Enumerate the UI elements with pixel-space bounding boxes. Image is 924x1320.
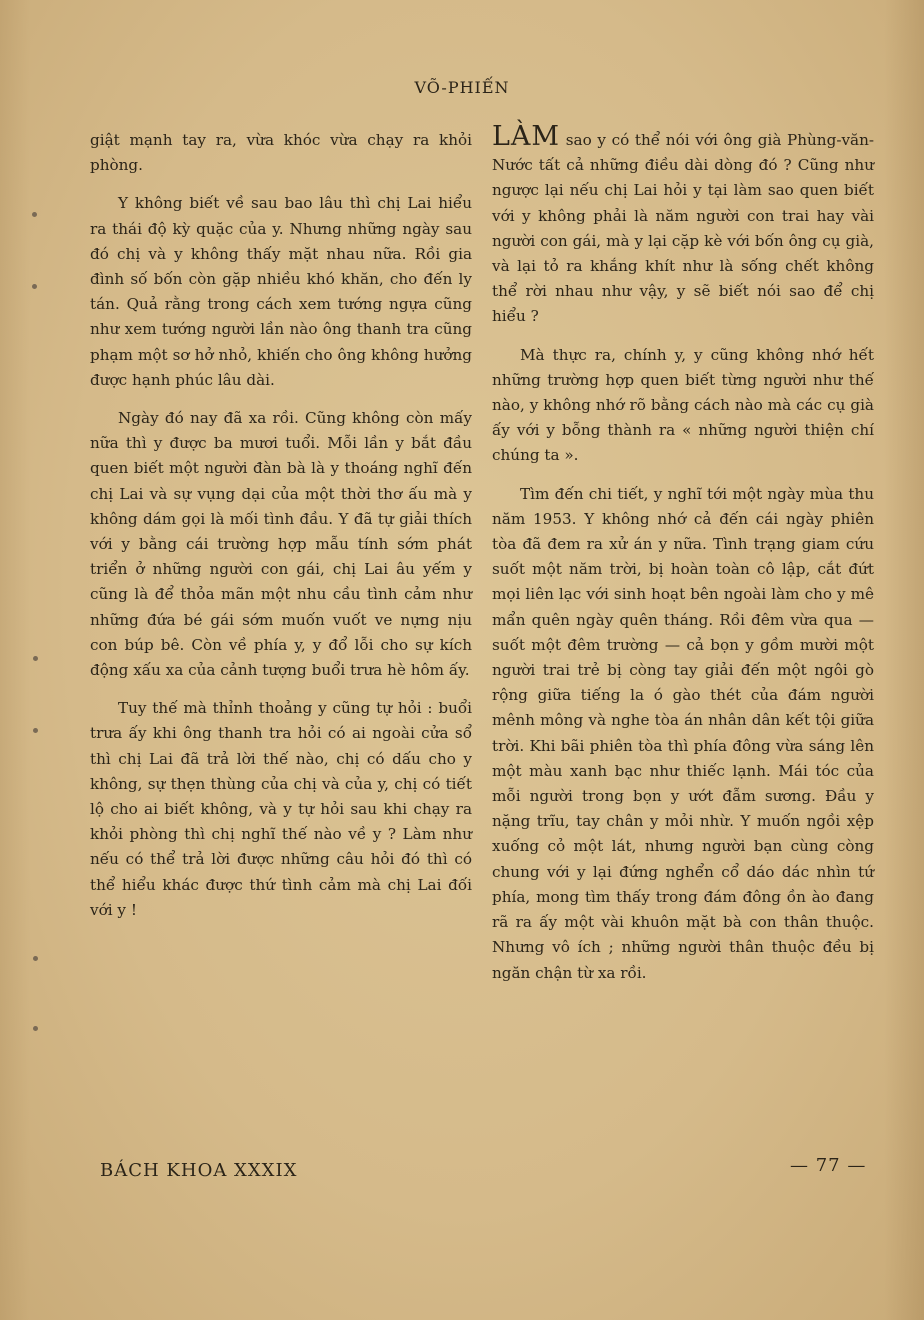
paragraph: Y không biết về sau bao lâu thì chị Lai hiểu ra thái độ kỳ quặc của y. Nhưng những ngày sau đó chị và y không thấy mặt nhau nữa. Rồi gia đình số bốn còn gặp nhiều khó khăn, cho đến ly tán. Quả rằng trong cách xem tướng ngựa cũng như xem tướng người lần nào ông thanh tra cũng phạm một sơ hở nhỏ, khiến cho ông không hưởng được hạnh phúc lâu dài. [90,194,472,389]
drop-cap: LÀM [492,121,561,152]
paper-edge-right [884,0,924,1320]
opening-paragraph [492,121,874,330]
paragraph: Mà thực ra, chính y, y cũng không nhớ hết những trường hợp quen biết từng người như thế nào, y không nhớ rõ bằng cách nào mà các cụ già ấy với y bỗng thành ra « những người thiện chí chúng ta ». [492,345,874,465]
paper-speck [32,212,37,217]
paper-speck [33,1026,38,1031]
paragraph: Tuy thế mà thỉnh thoảng y cũng tự hỏi : buổi trưa ấy khi ông thanh tra hỏi có ai ngoài cửa sổ thì chị Lai đã trả lời thế nào, chị có dấu cho y không, sự thẹn thùng của chị và của y, chị có tiết lộ cho ai biết không, và y tự hỏi sau khi chạy ra khỏi phòng thì chị nghĩ thế nào về y ? Làm như nếu có thể trả lời được những câu hỏi đó thì có thể hiểu khác được thứ tình cảm mà chị Lai đối với y ! [90,699,472,919]
paper-speck [33,728,38,733]
left-column [90,128,472,936]
running-header: VÕ-PHIẾN [414,78,510,97]
paper-edge-left [0,0,30,1320]
opening-paragraph-text: sao y có thể nói với ông già Phùng-văn-Nước tất cả những điều dài dòng đó ? Cũng như ngược lại nếu chị Lai hỏi y tại làm sao quen biết với y không phải là năm người con trai hay vài người con gái, mà y lại cặp kè với bốn ông cụ già, và lại tỏ ra khắng khít như là sống chết không thể rời nhau như vậy, y sẽ biết nói sao để chị hiểu ? [492,131,874,326]
right-column [492,121,874,999]
paragraph: Ngày đó nay đã xa rồi. Cũng không còn mấy nữa thì y được ba mươi tuổi. Mỗi lần y bắt đầu quen biết một người đàn bà là y thoáng nghĩ đến chị Lai và sự vụng dại của một thời thơ ấu mà y không dám gọi là mối tình đầu. Y đã tự giải thích với y bằng cái trường hợp mẫu tính sớm phát triển ở những người con gái, chị Lai âu yếm y cũng là để thỏa mãn một nhu cầu tình cảm như những đứa bé gái sớm muốn vuốt ve nựng nịu con búp bê. Còn về phía y, y đổ lỗi cho sự kích động xấu xa của cảnh tượng buổi trưa hè hôm ấy. [90,409,472,680]
paper-speck [33,656,38,661]
paper-speck [32,284,37,289]
page-number: — 77 — [790,1155,867,1176]
paragraph: Tìm đến chi tiết, y nghĩ tới một ngày mùa thu năm 1953. Y không nhớ cả đến cái ngày phiên tòa đã đem ra xử án y nữa. Tình trạng giam cứu suốt một năm trời, bị hoàn toàn cô lập, cắt đứt mọi liên lạc với sinh hoạt bên ngoài làm cho y mê mẩn quên ngày quên tháng. Rồi đêm vừa qua — suốt một đêm trường — cả bọn y gồm mười một người trai trẻ bị còng tay giải đến một ngôi gò rộng giữa tiếng la ó gào thét của đám người mênh mông và nghe tòa án nhân dân kết tội giữa trời. Khi bãi phiên tòa thì phía đông vừa sáng lên một màu xanh bạc như thiếc lạnh. Mái tóc của mỗi người trong bọn y ướt đẫm sương. Đầu y nặng trĩu, tay chân y mỏi nhừ. Y muốn ngồi xệp xuống cỏ một lát, nhưng người bạn cùng còng chung với y lại đứng nghển cổ dáo dác nhìn tứ phía, mong tìm thấy trong đám đông ồn ào đang rã ra ấy một vài khuôn mặt bà con thân thuộc. Nhưng vô ích ; những người thân thuộc đều bị ngăn chận từ xa rồi. [492,484,874,982]
paragraph: giật mạnh tay ra, vừa khóc vừa chạy ra khỏi phòng. [90,131,472,175]
magazine-title: BÁCH KHOA XXXIX [100,1160,298,1181]
paper-speck [33,956,38,961]
